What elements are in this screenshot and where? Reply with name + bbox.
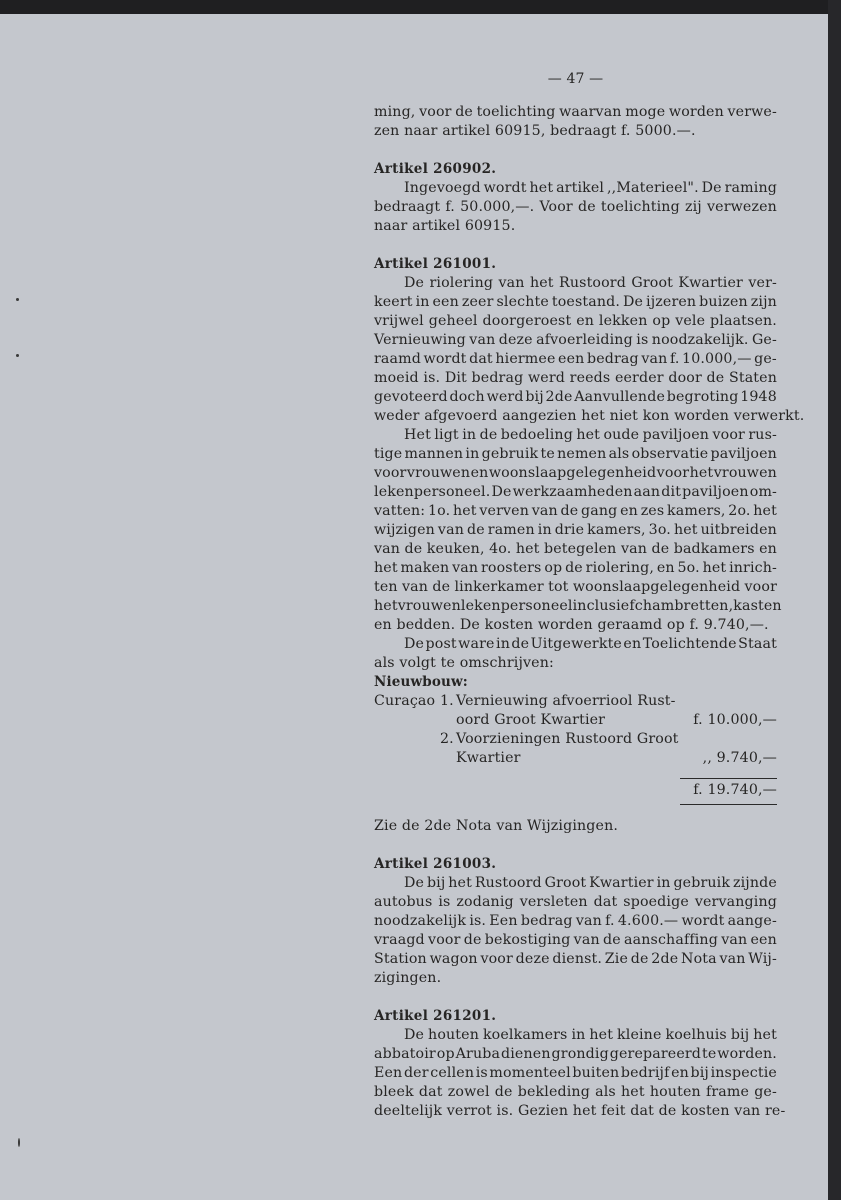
text-line: lekenpersoneel. De werkzaamheden aan dit paviljoen om- xyxy=(374,484,777,500)
budget-amount: ,, 9.740,— xyxy=(702,750,777,766)
text-line: bedraagt f. 50.000,—. Voor de toelichting zij verwezen xyxy=(374,199,777,215)
text-line: en bedden. De kosten worden geraamd op f. 9.740,—. xyxy=(374,617,769,633)
budget-number xyxy=(440,749,456,768)
text-line: weder afgevoerd aangezien het niet kon worden verwerkt. xyxy=(374,408,805,424)
text-line: zen naar artikel 60915, bedraagt f. 5000.—. xyxy=(374,123,696,139)
article-heading: Artikel 261201. xyxy=(374,1008,497,1024)
budget-row xyxy=(374,730,777,749)
text-line: Het ligt in de bedoeling het oude paviljoen voor rus- xyxy=(404,427,777,443)
text-line: ten van de linkerkamer tot woonslaapgelegenheid voor xyxy=(374,579,777,595)
sum-rule xyxy=(680,778,777,779)
budget-number xyxy=(440,711,456,730)
text-line: zigingen. xyxy=(374,970,442,986)
text-line: De post ware in de Uitgewerkte en Toelichtende Staat xyxy=(404,636,777,652)
budget-number: 2. xyxy=(440,731,454,747)
text-line: Een der cellen is momenteel buiten bedrijf en bij inspectie xyxy=(374,1065,777,1081)
text-line: abbatoir op Aruba dienen grondig gerepareerd te worden. xyxy=(374,1046,777,1062)
budget-place: Curaçao xyxy=(374,693,436,709)
text-line: noodzakelijk is. Een bedrag van f. 4.600.— wordt aange- xyxy=(374,913,777,929)
text-column xyxy=(374,70,805,1121)
budget-row xyxy=(374,711,777,730)
text-line: van de keuken, 4o. het betegelen van de badkamers en xyxy=(374,541,777,557)
budget-total: f. 19.740,— xyxy=(693,782,777,798)
text-line: raamd wordt dat hiermee een bedrag van f. 10.000,— ge- xyxy=(374,351,777,367)
text-line: Vernieuwing van deze afvoerleiding is noodzakelijk. Ge- xyxy=(374,332,777,348)
text-line: moeid is. Dit bedrag werd reeds eerder door de Staten xyxy=(374,370,777,386)
text-line: Station wagon voor deze dienst. Zie de 2de Nota van Wij- xyxy=(374,951,777,967)
body-text-block xyxy=(374,103,805,673)
budget-amount xyxy=(678,692,777,711)
scan-right-border xyxy=(828,0,841,1200)
budget-description: Vernieuwing afvoerriool Rust- xyxy=(456,693,676,709)
budget-description: Voorzieningen Rustoord Groot xyxy=(456,731,679,747)
scan-speck xyxy=(18,1138,20,1147)
text-line: het vrouwenlekenpersoneel inclusief chambretten, kasten xyxy=(374,598,782,614)
table-heading: Nieuwbouw: xyxy=(374,674,468,690)
text-line: Ingevoegd wordt het artikel ,,Materieel". De raming xyxy=(404,180,777,196)
text-line: gevoteerd doch werd bij 2de Aanvullende begroting 1948 xyxy=(374,389,777,405)
article-heading: Artikel 260902. xyxy=(374,161,497,177)
text-line: keert in een zeer slechte toestand. De ijzeren buizen zijn xyxy=(374,294,777,310)
text-line: ming, voor de toelichting waarvan moge worden verwe- xyxy=(374,104,777,120)
text-line: voor vrouwen en woonslaapgelegenheid voor het vrouwen xyxy=(374,465,777,481)
budget-number: 1. xyxy=(440,693,454,709)
text-line: bleek dat zowel de bekleding als het houten frame ge- xyxy=(374,1084,777,1100)
text-line: De bij het Rustoord Groot Kwartier in gebruik zijnde xyxy=(404,875,777,891)
budget-row xyxy=(374,749,777,768)
budget-amount: f. 10.000,— xyxy=(693,712,777,728)
budget-place xyxy=(374,711,440,730)
text-line: De riolering van het Rustoord Groot Kwartier ver- xyxy=(404,275,777,291)
budget-row xyxy=(374,692,777,711)
text-line: vatten: 1o. het verven van de gang en zes kamers, 2o. het xyxy=(374,503,777,519)
budget-table xyxy=(374,692,777,768)
text-line: tige mannen in gebruik te nemen als observatie paviljoen xyxy=(374,446,777,462)
article-heading: Artikel 261003. xyxy=(374,856,497,872)
budget-total-row xyxy=(374,781,777,800)
text-line: wijzigen van de ramen in drie kamers, 3o. het uitbreiden xyxy=(374,522,777,538)
budget-amount xyxy=(678,730,777,749)
sum-rule-bottom xyxy=(680,804,777,805)
budget-place xyxy=(374,730,440,749)
document-page xyxy=(0,14,828,1200)
text-line: vrijwel geheel doorgeroest en lekken op vele plaatsen. xyxy=(374,313,777,329)
text-line: het maken van roosters op de riolering, en 5o. het inrich- xyxy=(374,560,777,576)
text-line: naar artikel 60915. xyxy=(374,218,516,234)
text-line: vraagd voor de bekostiging van de aanschaffing van een xyxy=(374,932,777,948)
scan-speck xyxy=(16,354,19,357)
text-line: autobus is zodanig versleten dat spoedige vervanging xyxy=(374,894,777,910)
page-number: — 47 — xyxy=(547,71,604,87)
budget-description: oord Groot Kwartier xyxy=(456,712,606,728)
budget-description: Kwartier xyxy=(456,750,521,766)
scan-top-border xyxy=(0,0,841,14)
after-table-note: Zie de 2de Nota van Wijzigingen. xyxy=(374,818,619,834)
budget-place xyxy=(374,749,440,768)
scan-speck xyxy=(16,298,19,301)
body-text-block xyxy=(374,855,786,1121)
article-heading: Artikel 261001. xyxy=(374,256,497,272)
text-line: De houten koelkamers in het kleine koelhuis bij het xyxy=(404,1027,777,1043)
text-line: als volgt te omschrijven: xyxy=(374,655,554,671)
text-line: deeltelijk verrot is. Gezien het feit dat de kosten van re- xyxy=(374,1103,786,1119)
